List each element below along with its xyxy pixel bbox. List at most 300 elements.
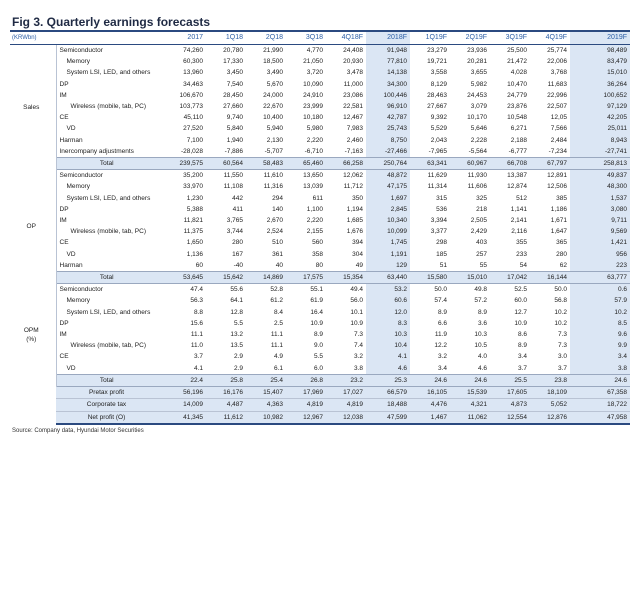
- table-row: [10, 307, 630, 318]
- table-cell: 7,566: [550, 125, 567, 133]
- table-cell: 12,05: [550, 114, 567, 122]
- table-cell: 96,910: [366, 101, 410, 112]
- table-cell: 49: [355, 261, 363, 269]
- table-cell: 3.4: [437, 364, 447, 372]
- table-row: [10, 204, 630, 215]
- table-cell: 5,980: [306, 125, 323, 133]
- table-cell: 5,529: [430, 125, 447, 133]
- table-cell: 3.4: [517, 353, 527, 361]
- table-cell: 1,647: [550, 228, 567, 236]
- table-cell: 6.0: [313, 364, 323, 372]
- total-label: Total: [56, 158, 160, 170]
- table-cell: 47,599: [366, 411, 410, 424]
- table-cell: 11,612: [206, 411, 246, 424]
- row-label: Semiconductor: [59, 172, 103, 180]
- table-cell: 8.8: [193, 308, 203, 316]
- table-cell: 11.1: [190, 331, 203, 339]
- table-cell: 8.5: [570, 318, 630, 329]
- table-cell: 25.8: [206, 374, 246, 386]
- table-cell: 11,000: [343, 80, 363, 88]
- table-cell: 8.9: [477, 308, 487, 316]
- table-cell: -5,564: [468, 147, 487, 155]
- table-cell: 15.6: [190, 319, 203, 327]
- table-cell: 24,000: [263, 91, 283, 99]
- table-cell: 5,646: [470, 125, 487, 133]
- row-label: CE: [59, 353, 69, 361]
- table-cell: 17,575: [286, 272, 326, 284]
- table-cell: 98,489: [570, 45, 630, 57]
- table-cell: 611: [312, 194, 323, 202]
- table-cell: 512: [516, 194, 527, 202]
- table-cell: 11,821: [183, 217, 203, 225]
- table-cell: 13,650: [303, 172, 323, 180]
- table-cell: 3.8: [570, 363, 630, 375]
- row-label: VD: [66, 250, 76, 258]
- table-cell: 61.9: [310, 297, 323, 305]
- table-cell: 3,450: [226, 69, 243, 77]
- table-cell: 325: [476, 194, 487, 202]
- table-cell: 2,220: [306, 136, 323, 144]
- table-row: [10, 318, 630, 329]
- table-cell: 280: [232, 239, 243, 247]
- table-cell: 280: [556, 250, 567, 258]
- table-cell: 11,062: [450, 411, 490, 424]
- table-cell: 58,483: [246, 158, 286, 170]
- table-cell: -7,965: [428, 147, 447, 155]
- table-cell: 10.5: [474, 342, 487, 350]
- table-row: [10, 181, 630, 192]
- table-cell: 11,550: [223, 172, 243, 180]
- table-cell: 2,228: [470, 136, 487, 144]
- table-cell: 22.4: [160, 374, 206, 386]
- table-cell: 17,330: [223, 58, 243, 66]
- summary-row: [10, 387, 630, 399]
- table-row: [10, 112, 630, 123]
- row-label: VD: [66, 364, 76, 372]
- summary-row: [10, 411, 630, 424]
- table-cell: 22,581: [343, 103, 363, 111]
- table-cell: 56,196: [160, 387, 206, 399]
- table-row: [10, 340, 630, 351]
- table-cell: 3.7: [557, 364, 567, 372]
- table-cell: 10,180: [303, 114, 323, 122]
- table-cell: -6,777: [508, 147, 527, 155]
- table-cell: 12,467: [343, 114, 363, 122]
- table-cell: 2,130: [266, 136, 283, 144]
- table-cell: 1,194: [346, 205, 363, 213]
- table-cell: 34,463: [183, 80, 203, 88]
- table-cell: 2,484: [550, 136, 567, 144]
- col-header: 2018F: [366, 32, 410, 45]
- table-row: [10, 329, 630, 340]
- table-row: [10, 170, 630, 182]
- table-cell: 298: [436, 239, 447, 247]
- table-cell: 17,969: [286, 387, 326, 399]
- table-cell: 10.2: [554, 319, 567, 327]
- table-cell: 66,258: [326, 158, 366, 170]
- table-cell: 365: [556, 239, 567, 247]
- table-cell: 12,038: [326, 411, 366, 424]
- table-cell: 2,524: [266, 228, 283, 236]
- table-cell: 2.9: [233, 364, 243, 372]
- table-cell: 233: [516, 250, 527, 258]
- table-cell: 18,109: [530, 387, 570, 399]
- summary-spacer: [10, 411, 56, 424]
- table-cell: 5,940: [266, 125, 283, 133]
- table-cell: 24.6: [450, 374, 490, 386]
- table-cell: 53.2: [366, 284, 410, 296]
- table-cell: 7.3: [557, 342, 567, 350]
- table-cell: 3.4: [570, 351, 630, 362]
- table-cell: 49.4: [350, 286, 363, 294]
- table-cell: 25.4: [246, 374, 286, 386]
- table-cell: 22,996: [547, 91, 567, 99]
- table-cell: 13.5: [230, 342, 243, 350]
- table-cell: 4,487: [206, 399, 246, 411]
- table-cell: 6,271: [510, 125, 527, 133]
- row-label: Harman: [59, 261, 83, 269]
- table-row: [10, 363, 630, 375]
- table-cell: 83,479: [570, 56, 630, 67]
- table-cell: 304: [352, 250, 363, 258]
- table-cell: 1,537: [570, 193, 630, 204]
- table-cell: 16.4: [310, 308, 323, 316]
- table-cell: 23,999: [303, 103, 323, 111]
- table-cell: 15,010: [570, 67, 630, 78]
- table-cell: 23,876: [507, 103, 527, 111]
- table-cell: 9,711: [570, 215, 630, 226]
- total-label: Total: [56, 374, 160, 386]
- table-cell: 3,394: [430, 217, 447, 225]
- table-cell: 28,450: [223, 91, 243, 99]
- row-label: System LSI, LED, and others: [66, 308, 151, 316]
- table-cell: 10.3: [474, 331, 487, 339]
- table-cell: 315: [436, 194, 447, 202]
- row-label: Harman: [59, 136, 83, 144]
- header-spacer: [56, 32, 160, 45]
- table-cell: 25,774: [547, 47, 567, 54]
- table-cell: 18,488: [366, 399, 410, 411]
- table-cell: 11,930: [467, 172, 487, 180]
- table-cell: 8.3: [366, 318, 410, 329]
- table-cell: 2,141: [510, 217, 527, 225]
- table-cell: 20,930: [343, 58, 363, 66]
- table-cell: 63,777: [570, 272, 630, 284]
- table-body: [10, 45, 630, 424]
- table-cell: 13.2: [230, 331, 243, 339]
- table-cell: 15,642: [206, 272, 246, 284]
- table-cell: 24,453: [467, 91, 487, 99]
- table-cell: -7,886: [224, 147, 243, 155]
- table-row: [10, 146, 630, 158]
- row-label: System LSI, LED, and others: [66, 69, 151, 77]
- table-cell: 10.1: [350, 308, 363, 316]
- table-cell: 385: [556, 194, 567, 202]
- table-cell: 10,099: [366, 226, 410, 237]
- table-row: [10, 215, 630, 226]
- col-header: 4Q18F: [326, 32, 366, 45]
- table-cell: 55.6: [230, 286, 243, 294]
- table-cell: 3,744: [226, 228, 243, 236]
- table-cell: 11,606: [467, 183, 487, 191]
- table-row: [10, 295, 630, 306]
- table-cell: 10.9: [310, 319, 323, 327]
- section-label: OPM (%): [10, 284, 56, 387]
- table-cell: 25,011: [570, 123, 630, 134]
- summary-label: Pretax profit: [56, 387, 160, 399]
- table-cell: 11,316: [263, 183, 283, 191]
- table-cell: 185: [436, 250, 447, 258]
- table-cell: -28,028: [180, 147, 203, 155]
- table-cell: 16,105: [410, 387, 450, 399]
- table-cell: 12,506: [547, 183, 567, 191]
- table-cell: 9,569: [570, 226, 630, 237]
- table-cell: 294: [272, 194, 283, 202]
- table-cell: 4,819: [286, 399, 326, 411]
- table-cell: 10.3: [366, 329, 410, 340]
- table-cell: 35,200: [183, 172, 203, 180]
- table-cell: 3.2: [437, 353, 447, 361]
- col-header: 2Q18: [246, 32, 286, 45]
- table-cell: 2.5: [273, 319, 283, 327]
- table-cell: 140: [272, 205, 283, 213]
- table-cell: 55.1: [310, 286, 323, 294]
- row-label: DP: [59, 319, 69, 327]
- table-cell: 3.2: [353, 353, 363, 361]
- table-cell: 10,982: [246, 411, 286, 424]
- table-cell: 10,548: [507, 114, 527, 122]
- table-cell: 1,191: [366, 249, 410, 260]
- table-cell: 100,652: [570, 90, 630, 101]
- table-cell: 1,685: [346, 217, 363, 225]
- table-cell: 11,375: [183, 228, 203, 236]
- table-cell: 28,463: [427, 91, 447, 99]
- table-cell: 50.0: [434, 286, 447, 294]
- table-cell: 11.0: [190, 342, 203, 350]
- table-cell: 8.6: [517, 331, 527, 339]
- table-cell: 12.2: [434, 342, 447, 350]
- table-cell: 7,100: [186, 136, 203, 144]
- table-cell: 0.6: [570, 284, 630, 296]
- table-cell: 10,090: [303, 80, 323, 88]
- table-cell: 23,086: [343, 91, 363, 99]
- table-cell: 60.6: [366, 295, 410, 306]
- table-cell: 8,750: [366, 135, 410, 146]
- table-cell: 74,260: [183, 47, 203, 54]
- table-cell: 11,610: [263, 172, 283, 180]
- table-cell: 560: [312, 239, 323, 247]
- table-cell: -27,466: [366, 146, 410, 158]
- table-cell: 1,650: [186, 239, 203, 247]
- table-cell: 4,476: [410, 399, 450, 411]
- table-cell: 2,116: [511, 228, 527, 236]
- table-cell: 8,129: [430, 80, 447, 88]
- table-cell: 23,936: [467, 47, 487, 54]
- table-cell: 25.5: [490, 374, 530, 386]
- table-cell: 2,155: [306, 228, 323, 236]
- table-cell: 10.9: [514, 319, 527, 327]
- table-cell: 20,281: [467, 58, 487, 66]
- table-cell: 57.4: [434, 297, 447, 305]
- table-row: [10, 135, 630, 146]
- total-row: [10, 374, 630, 386]
- col-header: 2017: [160, 32, 206, 45]
- table-cell: 3,080: [570, 204, 630, 215]
- row-label: IM: [59, 217, 67, 225]
- row-label: DP: [59, 80, 69, 88]
- table-cell: 5.5: [313, 353, 323, 361]
- table-cell: 12.8: [230, 308, 243, 316]
- table-cell: 41,345: [160, 411, 206, 424]
- table-cell: 2,220: [306, 217, 323, 225]
- table-cell: 8.4: [273, 308, 283, 316]
- col-header: 3Q18: [286, 32, 326, 45]
- table-cell: 250,764: [366, 158, 410, 170]
- table-cell: 4.1: [366, 351, 410, 362]
- table-cell: 2,505: [470, 217, 487, 225]
- row-label: CE: [59, 239, 69, 247]
- table-cell: -5,707: [264, 147, 283, 155]
- summary-label: Net profit (O): [56, 411, 160, 424]
- table-row: [10, 79, 630, 90]
- table-cell: 8.9: [313, 331, 323, 339]
- summary-label: Corporate tax: [56, 399, 160, 411]
- table-cell: 17,605: [490, 387, 530, 399]
- row-label: DP: [59, 205, 69, 213]
- row-label: Memory: [66, 58, 90, 66]
- table-cell: 21,050: [303, 58, 323, 66]
- table-cell: 15,539: [450, 387, 490, 399]
- table-cell: 1,421: [570, 237, 630, 248]
- table-cell: 358: [312, 250, 323, 258]
- table-cell: 106,670: [179, 91, 203, 99]
- row-label: Memory: [66, 183, 90, 191]
- table-cell: 60.0: [514, 297, 527, 305]
- table-cell: 33,970: [183, 183, 203, 191]
- row-label: Semiconductor: [59, 47, 103, 54]
- summary-spacer: [10, 399, 56, 411]
- col-header: 2Q19F: [450, 32, 490, 45]
- table-row: [10, 226, 630, 237]
- unit-label: (KRWbn): [10, 32, 56, 45]
- table-cell: 15,354: [326, 272, 366, 284]
- table-cell: 956: [570, 249, 630, 260]
- summary-spacer: [10, 387, 56, 399]
- table-cell: 7.3: [353, 331, 363, 339]
- table-cell: 17,042: [490, 272, 530, 284]
- table-cell: 8.9: [517, 342, 527, 350]
- table-cell: -27,741: [570, 146, 630, 158]
- table-cell: 257: [476, 250, 487, 258]
- col-header: 3Q19F: [490, 32, 530, 45]
- table-cell: 56.0: [350, 297, 363, 305]
- table-cell: 3.7: [193, 353, 203, 361]
- table-cell: 11,712: [343, 183, 363, 191]
- table-cell: 11.1: [270, 342, 283, 350]
- table-cell: 21,472: [507, 58, 527, 66]
- table-cell: 47,958: [570, 411, 630, 424]
- earnings-figure: [10, 0, 630, 434]
- table-cell: 12.0: [366, 307, 410, 318]
- table-cell: 49.8: [474, 286, 487, 294]
- total-label: Total: [56, 272, 160, 284]
- table-cell: 67,358: [570, 387, 630, 399]
- table-cell: 11,108: [223, 183, 243, 191]
- table-cell: 411: [232, 205, 243, 213]
- table-cell: -7,163: [344, 147, 363, 155]
- table-cell: 10,470: [507, 80, 527, 88]
- table-cell: 24,910: [303, 91, 323, 99]
- table-cell: 40: [275, 261, 283, 269]
- table-cell: 50.0: [554, 286, 567, 294]
- table-cell: 61.2: [270, 297, 283, 305]
- row-label: CE: [59, 114, 69, 122]
- table-cell: 100,446: [366, 90, 410, 101]
- table-row: [10, 193, 630, 204]
- table-row: [10, 249, 630, 260]
- table-cell: 63,341: [410, 158, 450, 170]
- table-cell: 9,392: [430, 114, 447, 122]
- table-cell: 16,144: [530, 272, 570, 284]
- table-cell: 52.8: [270, 286, 283, 294]
- table-cell: 6.1: [273, 364, 283, 372]
- table-cell: 52.5: [514, 286, 527, 294]
- table-cell: 350: [352, 194, 363, 202]
- table-cell: 4,028: [510, 69, 527, 77]
- table-cell: 218: [476, 205, 487, 213]
- table-cell: 2,188: [510, 136, 527, 144]
- table-cell: 97,129: [570, 101, 630, 112]
- table-cell: 18,722: [570, 399, 630, 411]
- table-cell: 4.0: [477, 353, 487, 361]
- total-row: [10, 272, 630, 284]
- table-cell: 5,388: [186, 205, 203, 213]
- table-cell: 15,407: [246, 387, 286, 399]
- table-cell: 1,100: [306, 205, 323, 213]
- table-cell: 4,873: [490, 399, 530, 411]
- table-cell: 4.1: [193, 364, 203, 372]
- table-cell: 1,467: [410, 411, 450, 424]
- table-cell: -7,234: [548, 147, 567, 155]
- table-cell: 5.5: [233, 319, 243, 327]
- table-cell: 47,175: [366, 181, 410, 192]
- table-cell: 8.9: [437, 308, 447, 316]
- table-cell: 13,039: [303, 183, 323, 191]
- table-cell: 7.3: [557, 331, 567, 339]
- source-note: Source: Company data, Hyundai Motor Securities: [12, 427, 144, 434]
- table-cell: 64.1: [230, 297, 243, 305]
- section-label: Sales: [10, 45, 56, 170]
- table-cell: 10.2: [570, 307, 630, 318]
- table-cell: -6,710: [304, 147, 323, 155]
- table-cell: 11,683: [547, 80, 567, 88]
- col-header: 1Q19F: [410, 32, 450, 45]
- table-cell: 9.0: [313, 342, 323, 350]
- earnings-table: [10, 32, 630, 425]
- table-row: [10, 351, 630, 362]
- table-cell: 19,721: [427, 58, 447, 66]
- table-cell: 10,340: [366, 215, 410, 226]
- table-cell: 25,743: [366, 123, 410, 134]
- table-cell: 27,520: [183, 125, 203, 133]
- table-cell: 56.8: [554, 297, 567, 305]
- table-cell: 1,697: [366, 193, 410, 204]
- table-cell: 56.3: [190, 297, 203, 305]
- table-cell: 4,770: [306, 47, 323, 54]
- table-cell: 8,943: [570, 135, 630, 146]
- table-row: [10, 284, 630, 296]
- table-cell: 49,837: [570, 170, 630, 182]
